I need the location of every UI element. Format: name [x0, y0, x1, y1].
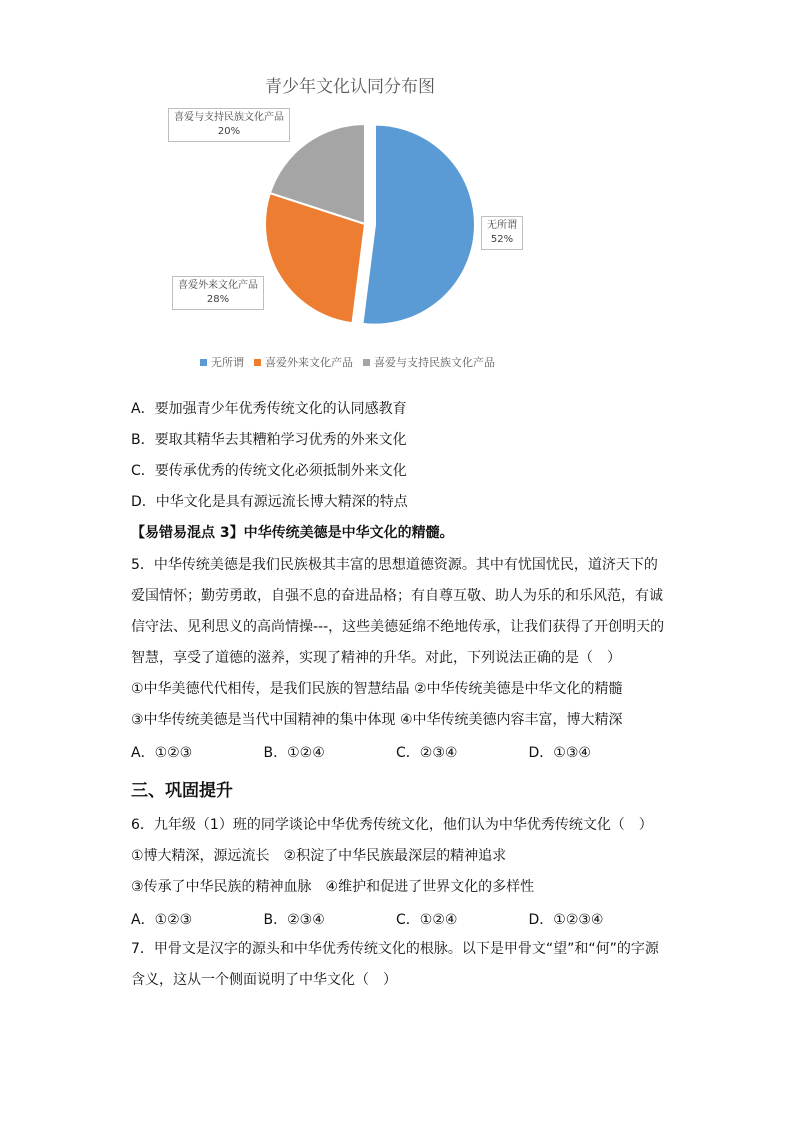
tip-heading: 【易错易混点 3】中华传统美德是中华文化的精髓。 [131, 525, 454, 541]
q6-line: ③传承了中华民族的精神血脉 ④维护和促进了世界文化的多样性 [131, 879, 535, 895]
q6-option-b: B．②③④ [263, 912, 325, 928]
q5-line: 信守法、见利思义的高尚情操---，这些美德延绵不绝地传承，让我们获得了开创明天的 [131, 619, 665, 635]
q6-options [131, 909, 661, 929]
q4-option-b: B．要取其精华去其糟粕学习优秀的外来文化 [131, 432, 407, 448]
q6-line: ①博大精深，源远流长 ②积淀了中华民族最深层的精神追求 [131, 848, 507, 864]
chart-legend [200, 354, 520, 370]
legend-item-1: 喜爱外来文化产品 [254, 354, 353, 370]
q6-line: 6．九年级（1）班的同学谈论中华优秀传统文化，他们认为中华优秀传统文化（ ） [131, 817, 653, 833]
slice-label-0: 无所谓 52% [481, 216, 523, 250]
q5-options [131, 742, 661, 762]
q6-option-c: C．①②④ [396, 912, 458, 928]
legend-item-2: 喜爱与支持民族文化产品 [363, 354, 495, 370]
q4-option-a: A．要加强青少年优秀传统文化的认同感教育 [131, 401, 407, 417]
pie-slice-0 [362, 125, 475, 325]
slice-label-2: 喜爱与支持民族文化产品 20% [168, 108, 290, 142]
q5-option-b: B．①②④ [263, 745, 325, 761]
q5-line: 爱国情怀；勤劳勇敢，自强不息的奋进品格；有自尊互敬、助人为乐的和乐风范，有诚 [131, 588, 663, 604]
q5-option-a: A．①②③ [131, 745, 193, 761]
q4-option-d: D．中华文化是具有源远流长博大精深的特点 [131, 494, 408, 510]
q5-option-d: D．①③④ [528, 745, 591, 761]
section-title: 三、巩固提升 [131, 781, 233, 801]
q5-option-c: C．②③④ [396, 745, 458, 761]
pie-chart [160, 70, 540, 380]
q4-option-c: C．要传承优秀的传统文化必须抵制外来文化 [131, 463, 407, 479]
q5-line: 智慧，享受了道德的滋养，实现了精神的升华。对此，下列说法正确的是（ ） [131, 650, 621, 666]
q5-line: 5．中华传统美德是我们民族极其丰富的思想道德资源。其中有忧国忧民，道济天下的 [131, 557, 658, 573]
q6-option-d: D．①②③④ [528, 912, 604, 928]
q7-line: 7．甲骨文是汉字的源头和中华优秀传统文化的根脉。以下是甲骨文“望”和“何”的字源 [131, 941, 659, 957]
q5-line: ①中华美德代代相传，是我们民族的智慧结晶 ②中华传统美德是中华文化的精髓 [131, 681, 623, 697]
chart-title: 青少年文化认同分布图 [265, 77, 435, 97]
q5-line: ③中华传统美德是当代中国精神的集中体现 ④中华传统美德内容丰富，博大精深 [131, 712, 623, 728]
legend-item-0: 无所谓 [200, 354, 244, 370]
q6-option-a: A．①②③ [131, 912, 193, 928]
slice-label-1: 喜爱外来文化产品 28% [172, 276, 264, 310]
q7-line: 含义，这从一个侧面说明了中华文化（ ） [131, 972, 397, 988]
